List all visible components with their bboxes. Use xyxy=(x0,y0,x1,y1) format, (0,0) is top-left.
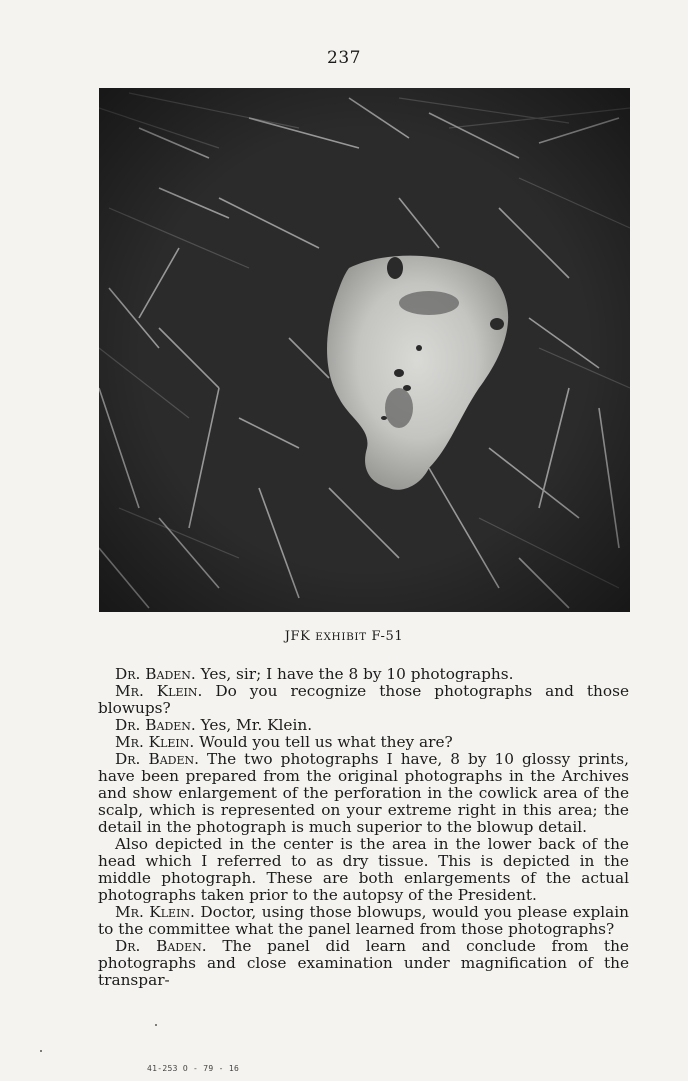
figure-caption xyxy=(0,629,688,644)
speaker-name: Dr. Baden. xyxy=(115,665,196,683)
paragraph xyxy=(98,836,629,904)
paragraph xyxy=(98,683,629,717)
paragraph xyxy=(98,734,629,751)
exhibit-photograph xyxy=(99,88,630,612)
speaker-name: Mr. Klein. xyxy=(115,903,195,921)
scan-speck xyxy=(155,1024,157,1026)
paragraph xyxy=(98,666,629,683)
speaker-name: Dr. Baden. xyxy=(115,937,207,955)
paragraph-text: Doctor, using those blowups, would you please explain to the committee what the panel learned from those photographs? xyxy=(98,903,630,938)
paragraph xyxy=(98,938,629,989)
paragraph-text: Do you recognize those photographs and those blowups? xyxy=(98,682,630,717)
paragraph-text: The two photographs I have, 8 by 10 glossy prints, have been prepared from the original photographs in the Archives and show enlargement of the perforation in the cowlick area of the scalp, which is represented on your extreme right in this area; the detail in the photograph is much superior to the blowup detail. xyxy=(98,750,630,836)
paragraph xyxy=(98,904,629,938)
caption-prefix: JFK xyxy=(284,629,316,644)
paragraph-text: Would you tell us what they are? xyxy=(194,733,453,751)
caption-suffix: F-51 xyxy=(366,629,404,644)
speaker-name: Mr. Klein. xyxy=(115,682,203,700)
paragraph-text: Yes, Mr. Klein. xyxy=(195,716,313,734)
paragraph-text: Yes, sir; I have the 8 by 10 photographs. xyxy=(195,665,514,683)
speaker-name: Mr. Klein. xyxy=(115,733,195,751)
paragraph xyxy=(98,717,629,734)
paragraph-text: Also depicted in the center is the area in the lower back of the head which I referred to as dry tissue. This is depicted in the middle photograph. These are both enlargements of the actual photographs taken prior to the autopsy of the President. xyxy=(98,835,629,904)
paragraph-text: The panel did learn and conclude from the photographs and close examination under magnification of the transpar- xyxy=(98,937,629,989)
caption-exhibit-word: EXHIBIT xyxy=(315,631,367,643)
print-code-footer: 41-253 O - 79 - 16 xyxy=(147,1064,240,1073)
paragraph xyxy=(98,751,629,836)
page-number: 237 xyxy=(327,48,361,68)
scan-speck xyxy=(40,1050,42,1052)
exhibit-photograph-image xyxy=(99,88,630,612)
speaker-name: Dr. Baden. xyxy=(115,716,196,734)
speaker-name: Dr. Baden. xyxy=(115,750,199,768)
transcript-body xyxy=(98,666,629,989)
